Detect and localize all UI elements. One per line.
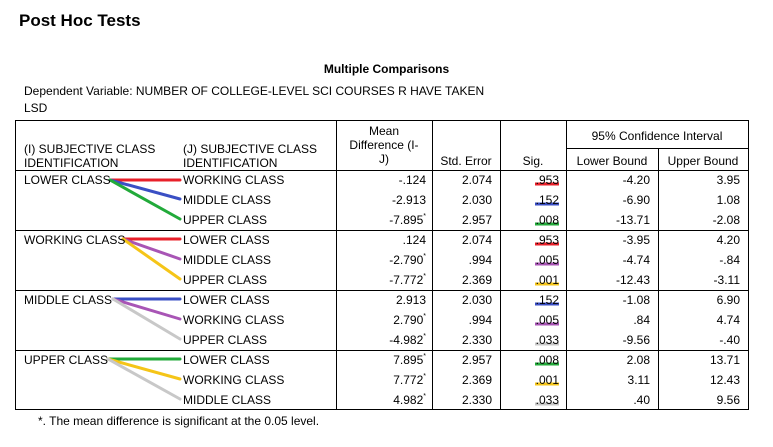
upper-bound: -2.08 <box>712 213 740 227</box>
sig-value: .152 <box>535 293 559 307</box>
header-sig: Sig. <box>522 154 544 168</box>
mean-difference: -7.895* <box>389 213 426 227</box>
std-error: .994 <box>468 313 492 327</box>
dependent-variable: Dependent Variable: NUMBER OF COLLEGE-LEVEL SCI COURSES R HAVE TAKEN <box>24 84 485 98</box>
std-error: 2.030 <box>461 293 492 307</box>
row-j-label: MIDDLE CLASS <box>183 193 272 207</box>
upper-bound: 13.71 <box>709 353 740 367</box>
lower-bound: -3.95 <box>622 233 650 247</box>
group-label: UPPER CLASS <box>24 353 109 367</box>
sig-value: .033 <box>535 393 559 407</box>
mean-difference: 7.895* <box>393 353 426 367</box>
lower-bound: .40 <box>633 393 650 407</box>
mean-difference: -4.982* <box>389 333 426 347</box>
connector-working-upper <box>123 239 180 279</box>
header-j: (J) SUBJECTIVE CLASS IDENTIFICATION <box>183 142 318 170</box>
row-j-label: MIDDLE CLASS <box>183 393 272 407</box>
connector-lower-middle <box>110 180 180 199</box>
mean-difference: .124 <box>402 233 426 247</box>
sig-value: .001 <box>535 373 559 387</box>
row-j-label: UPPER CLASS <box>183 273 268 287</box>
sig-value: .953 <box>535 233 559 247</box>
header-confidence-interval: 95% Confidence Interval <box>591 129 723 143</box>
std-error: 2.957 <box>461 213 492 227</box>
mean-difference: 7.772* <box>393 373 426 387</box>
header-std-error: Std. Error <box>440 154 492 168</box>
row-j-label: UPPER CLASS <box>183 213 268 227</box>
row-j-label: WORKING CLASS <box>183 373 285 387</box>
mean-difference: 2.913 <box>395 293 426 307</box>
method-label: LSD <box>24 101 48 115</box>
group-label: LOWER CLASS <box>24 173 111 187</box>
lower-bound: -4.20 <box>622 173 650 187</box>
upper-bound: 9.56 <box>716 393 740 407</box>
mean-difference: -.124 <box>398 173 426 187</box>
upper-bound: -.40 <box>719 333 740 347</box>
lower-bound: 2.08 <box>626 353 650 367</box>
sig-value: .152 <box>535 193 559 207</box>
std-error: 2.030 <box>461 193 492 207</box>
row-j-label: WORKING CLASS <box>183 313 285 327</box>
mean-difference: -2.913 <box>391 193 426 207</box>
lower-bound: -13.71 <box>615 213 650 227</box>
lower-bound: .84 <box>633 313 650 327</box>
row-j-label: MIDDLE CLASS <box>183 253 272 267</box>
connector-upper-middle <box>108 359 180 399</box>
std-error: 2.369 <box>461 373 492 387</box>
sig-value: .005 <box>535 313 559 327</box>
header-mean-difference: Mean Difference (I- J) <box>349 124 419 166</box>
footnote: *. The mean difference is significant at the 0.05 level. <box>38 414 320 428</box>
mean-difference: -7.772* <box>389 273 426 287</box>
std-error: 2.369 <box>461 273 492 287</box>
upper-bound: 4.74 <box>716 313 740 327</box>
upper-bound: 6.90 <box>716 293 740 307</box>
std-error: 2.957 <box>461 353 492 367</box>
lower-bound: -12.43 <box>615 273 650 287</box>
section-heading: Post Hoc Tests <box>19 11 141 30</box>
sig-value: .001 <box>535 273 559 287</box>
row-j-label: LOWER CLASS <box>183 353 270 367</box>
group-label: MIDDLE CLASS <box>24 293 113 307</box>
std-error: 2.330 <box>461 393 492 407</box>
mean-difference: 4.982* <box>393 393 426 407</box>
header-i: (I) SUBJECTIVE CLASS IDENTIFICATION <box>24 142 156 170</box>
table-title: Multiple Comparisons <box>323 62 450 76</box>
mean-difference: 2.790* <box>393 313 426 327</box>
connector-upper-working <box>108 359 180 379</box>
upper-bound: 4.20 <box>716 233 740 247</box>
connector-working-middle <box>123 239 180 259</box>
std-error: 2.074 <box>461 233 492 247</box>
sig-value: .008 <box>535 213 559 227</box>
row-j-label: WORKING CLASS <box>183 173 285 187</box>
group-label: WORKING CLASS <box>24 233 126 247</box>
connector-lower-upper <box>110 180 180 219</box>
std-error: .994 <box>468 253 492 267</box>
lower-bound: -1.08 <box>622 293 650 307</box>
mean-difference: -2.790* <box>389 253 426 267</box>
connector-middle-upper <box>113 299 180 339</box>
std-error: 2.330 <box>461 333 492 347</box>
upper-bound: 1.08 <box>716 193 740 207</box>
lower-bound: 3.11 <box>627 373 650 387</box>
sig-value: .033 <box>535 333 559 347</box>
std-error: 2.074 <box>461 173 492 187</box>
upper-bound: 3.95 <box>716 173 740 187</box>
header-lower-bound: Lower Bound <box>576 154 648 168</box>
sig-value: .008 <box>535 353 559 367</box>
upper-bound: -3.11 <box>713 273 740 287</box>
header-upper-bound: Upper Bound <box>667 154 739 168</box>
row-j-label: LOWER CLASS <box>183 293 270 307</box>
upper-bound: 12.43 <box>709 373 740 387</box>
row-j-label: LOWER CLASS <box>183 233 270 247</box>
lower-bound: -6.90 <box>622 193 650 207</box>
lower-bound: -4.74 <box>622 253 650 267</box>
sig-value: .005 <box>535 253 559 267</box>
sig-value: .953 <box>535 173 559 187</box>
row-j-label: UPPER CLASS <box>183 333 268 347</box>
lower-bound: -9.56 <box>622 333 650 347</box>
connector-middle-working <box>113 299 180 319</box>
upper-bound: -.84 <box>719 253 740 267</box>
